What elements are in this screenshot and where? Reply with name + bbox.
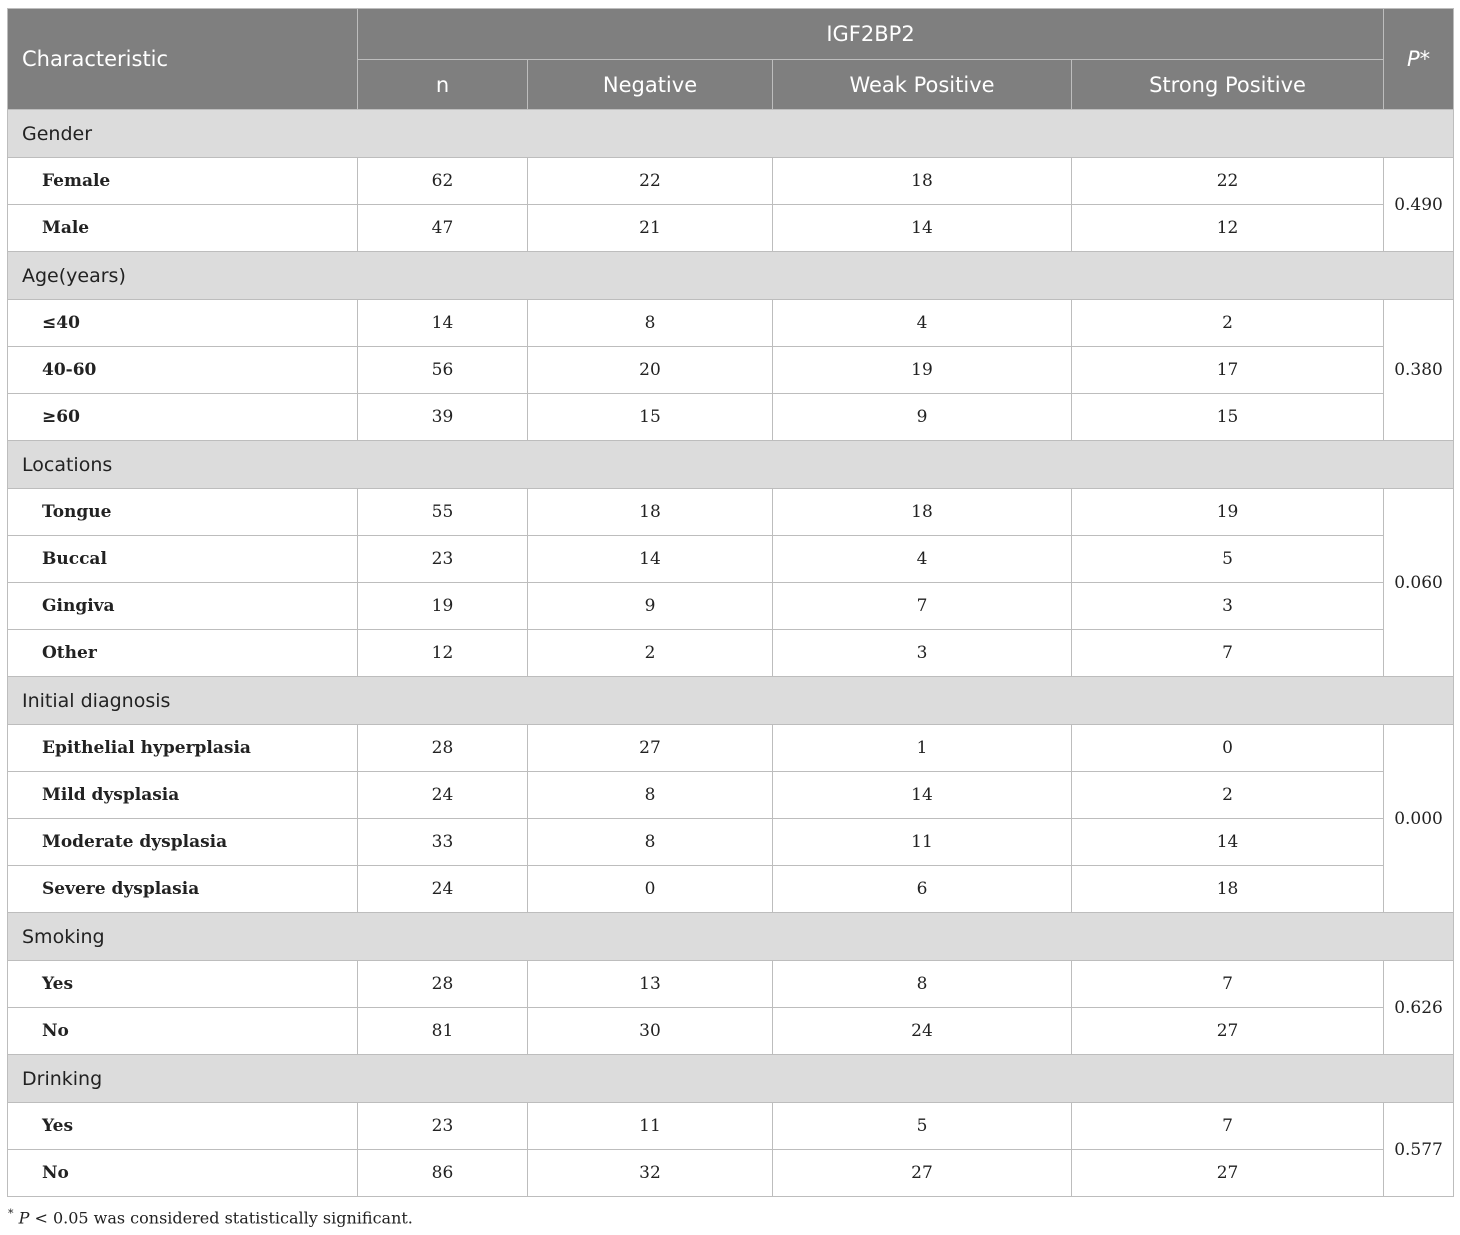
table-row: [8, 725, 1454, 772]
header-weak-positive: Weak Positive: [773, 60, 1072, 110]
cell-strong-positive: 22: [1072, 158, 1384, 205]
cell-p-value: 0.060: [1384, 489, 1454, 677]
header-n: n: [358, 60, 528, 110]
cell-n: 19: [358, 583, 528, 630]
cell-weak-positive: 11: [773, 819, 1072, 866]
cell-n: 23: [358, 536, 528, 583]
cell-strong-positive: 5: [1072, 536, 1384, 583]
cell-negative: 0: [528, 866, 773, 913]
header-igf2bp2: IGF2BP2: [358, 9, 1384, 60]
cell-strong-positive: 7: [1072, 630, 1384, 677]
footnote-marker: *: [8, 1207, 14, 1220]
cell-weak-positive: 1: [773, 725, 1072, 772]
cell-strong-positive: 17: [1072, 347, 1384, 394]
row-label: Female: [8, 158, 358, 205]
cell-weak-positive: 18: [773, 158, 1072, 205]
header-p-value: P*: [1384, 9, 1454, 110]
table-row: [8, 583, 1454, 630]
cell-n: 86: [358, 1150, 528, 1197]
cell-p-value: 0.626: [1384, 961, 1454, 1055]
row-label: Mild dysplasia: [8, 772, 358, 819]
header-strong-positive: Strong Positive: [1072, 60, 1384, 110]
cell-negative: 15: [528, 394, 773, 441]
table-row: [8, 1103, 1454, 1150]
cell-strong-positive: 15: [1072, 394, 1384, 441]
cell-negative: 2: [528, 630, 773, 677]
group-title: Locations: [8, 441, 1454, 489]
row-label: Yes: [8, 1103, 358, 1150]
cell-n: 56: [358, 347, 528, 394]
cell-negative: 30: [528, 1008, 773, 1055]
footnote-variable: P: [18, 1208, 30, 1228]
cell-weak-positive: 19: [773, 347, 1072, 394]
cell-weak-positive: 18: [773, 489, 1072, 536]
table-row: [8, 1150, 1454, 1197]
cell-negative: 32: [528, 1150, 773, 1197]
row-label: ≤40: [8, 300, 358, 347]
group-header-row: [8, 913, 1454, 961]
cell-weak-positive: 14: [773, 772, 1072, 819]
cell-strong-positive: 27: [1072, 1008, 1384, 1055]
cell-negative: 27: [528, 725, 773, 772]
table-row: [8, 347, 1454, 394]
cell-n: 62: [358, 158, 528, 205]
cell-negative: 9: [528, 583, 773, 630]
cell-weak-positive: 7: [773, 583, 1072, 630]
row-label: No: [8, 1008, 358, 1055]
table-row: [8, 536, 1454, 583]
cell-strong-positive: 12: [1072, 205, 1384, 252]
cell-strong-positive: 19: [1072, 489, 1384, 536]
cell-weak-positive: 5: [773, 1103, 1072, 1150]
cell-p-value: 0.577: [1384, 1103, 1454, 1197]
cell-p-value: 0.490: [1384, 158, 1454, 252]
characteristics-table: [7, 8, 1454, 1197]
group-title: Drinking: [8, 1055, 1454, 1103]
table-row: [8, 489, 1454, 536]
cell-n: 39: [358, 394, 528, 441]
cell-negative: 8: [528, 819, 773, 866]
cell-n: 33: [358, 819, 528, 866]
header-characteristic: Characteristic: [8, 9, 358, 110]
cell-strong-positive: 2: [1072, 300, 1384, 347]
cell-strong-positive: 0: [1072, 725, 1384, 772]
group-header-row: [8, 110, 1454, 158]
cell-n: 24: [358, 866, 528, 913]
group-header-row: [8, 677, 1454, 725]
cell-p-value: 0.380: [1384, 300, 1454, 441]
group-title: Initial diagnosis: [8, 677, 1454, 725]
cell-strong-positive: 3: [1072, 583, 1384, 630]
cell-negative: 11: [528, 1103, 773, 1150]
cell-n: 24: [358, 772, 528, 819]
cell-n: 47: [358, 205, 528, 252]
cell-weak-positive: 8: [773, 961, 1072, 1008]
table-row: [8, 819, 1454, 866]
group-header-row: [8, 1055, 1454, 1103]
cell-negative: 20: [528, 347, 773, 394]
row-label: Yes: [8, 961, 358, 1008]
table-body: [8, 110, 1454, 1197]
cell-weak-positive: 6: [773, 866, 1072, 913]
cell-negative: 8: [528, 772, 773, 819]
cell-strong-positive: 7: [1072, 961, 1384, 1008]
table-row: [8, 394, 1454, 441]
row-label: No: [8, 1150, 358, 1197]
cell-n: 55: [358, 489, 528, 536]
cell-weak-positive: 3: [773, 630, 1072, 677]
cell-p-value: 0.000: [1384, 725, 1454, 913]
cell-strong-positive: 18: [1072, 866, 1384, 913]
cell-weak-positive: 14: [773, 205, 1072, 252]
table-row: [8, 1008, 1454, 1055]
cell-n: 28: [358, 725, 528, 772]
group-title: Gender: [8, 110, 1454, 158]
cell-n: 81: [358, 1008, 528, 1055]
cell-n: 14: [358, 300, 528, 347]
table-row: [8, 205, 1454, 252]
table-row: [8, 158, 1454, 205]
footnote: [8, 1207, 413, 1227]
table-row: [8, 630, 1454, 677]
group-header-row: [8, 441, 1454, 489]
group-title: Age(years): [8, 252, 1454, 300]
table-row: [8, 300, 1454, 347]
cell-weak-positive: 27: [773, 1150, 1072, 1197]
row-label: 40-60: [8, 347, 358, 394]
cell-negative: 14: [528, 536, 773, 583]
row-label: Male: [8, 205, 358, 252]
cell-negative: 13: [528, 961, 773, 1008]
cell-negative: 21: [528, 205, 773, 252]
cell-weak-positive: 4: [773, 300, 1072, 347]
group-header-row: [8, 252, 1454, 300]
cell-n: 28: [358, 961, 528, 1008]
cell-n: 12: [358, 630, 528, 677]
cell-negative: 18: [528, 489, 773, 536]
cell-negative: 8: [528, 300, 773, 347]
cell-weak-positive: 4: [773, 536, 1072, 583]
row-label: Moderate dysplasia: [8, 819, 358, 866]
footnote-text: < 0.05 was considered statistically significant.: [29, 1208, 413, 1228]
group-title: Smoking: [8, 913, 1454, 961]
table-row: [8, 772, 1454, 819]
table-row: [8, 866, 1454, 913]
header-negative: Negative: [528, 60, 773, 110]
row-label: Gingiva: [8, 583, 358, 630]
cell-strong-positive: 14: [1072, 819, 1384, 866]
cell-strong-positive: 7: [1072, 1103, 1384, 1150]
row-label: Buccal: [8, 536, 358, 583]
cell-weak-positive: 9: [773, 394, 1072, 441]
row-label: ≥60: [8, 394, 358, 441]
row-label: Epithelial hyperplasia: [8, 725, 358, 772]
cell-weak-positive: 24: [773, 1008, 1072, 1055]
cell-negative: 22: [528, 158, 773, 205]
cell-strong-positive: 27: [1072, 1150, 1384, 1197]
cell-n: 23: [358, 1103, 528, 1150]
row-label: Severe dysplasia: [8, 866, 358, 913]
row-label: Tongue: [8, 489, 358, 536]
row-label: Other: [8, 630, 358, 677]
table-row: [8, 961, 1454, 1008]
cell-strong-positive: 2: [1072, 772, 1384, 819]
